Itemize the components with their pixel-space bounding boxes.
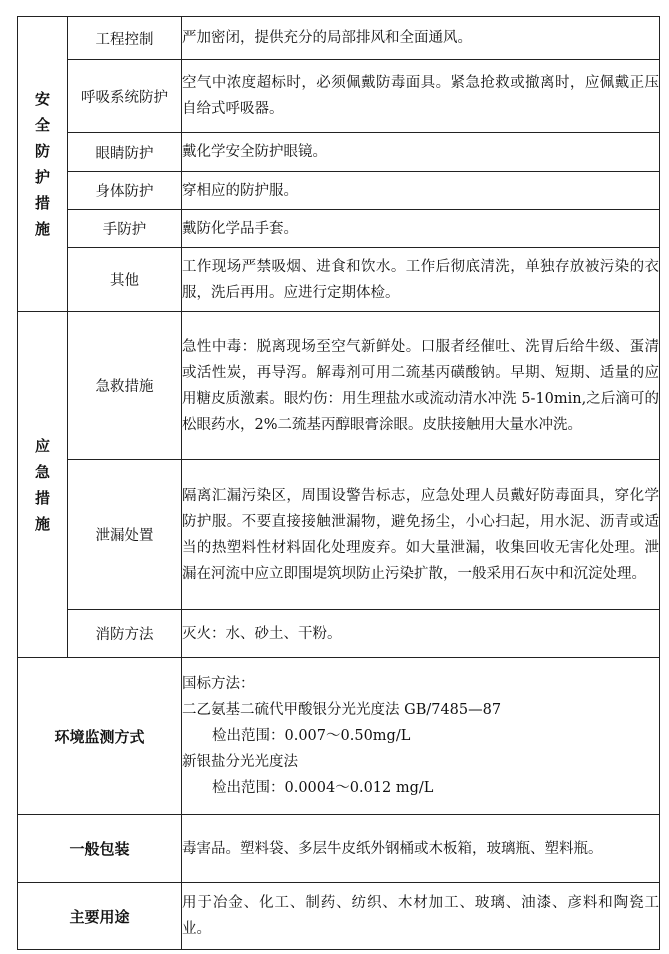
table-row [18,883,660,950]
row-label-body-protection: 身体防护 [68,172,182,210]
table-row [18,17,660,60]
row-text-hand-protection: 戴防化学品手套。 [182,210,660,248]
row-text-first-aid: 急性中毒：脱离现场至空气新鲜处。口服者经催吐、洗胃后给牛级、蛋清或活性炭，再导泻。解毒剂可用二巯基丙磺酸钠。早期、短期、适量的应用糖皮质激素。眼灼伤：用生理盐水或流动清水冲洗 5-10min,之后滴可的松眼药水，2%二巯基丙醇眼膏涂眼。皮肤接触用大量水冲洗。 [182,312,660,460]
table-row [18,460,660,610]
table-row [18,610,660,658]
section-safety-measures: 安全防护措施 [18,17,68,312]
row-text-engineering-control: 严加密闭，提供充分的局部排风和全面通风。 [182,17,660,60]
row-text-respiratory-protection: 空气中浓度超标时，必须佩戴防毒面具。紧急抢救或撤离时，应佩戴正压自给式呼吸器。 [182,60,660,133]
row-label-respiratory-protection: 呼吸系统防护 [68,60,182,133]
row-label-first-aid: 急救措施 [68,312,182,460]
row-text-general-packaging: 毒害品。塑料袋、多层牛皮纸外钢桶或木板箱，玻璃瓶、塑料瓶。 [182,815,660,883]
row-text-firefighting: 灭火：水、砂土、干粉。 [182,610,660,658]
row-label-engineering-control: 工程控制 [68,17,182,60]
row-label-environmental-monitoring: 环境监测方式 [18,658,182,815]
chemical-safety-table [17,16,660,950]
table-row [18,60,660,133]
row-text-leak-disposal: 隔离汇漏污染区，周围设警告标志，应急处理人员戴好防毒面具，穿化学防护服。不要直接接触泄漏物，避免扬尘，小心扫起，用水泥、沥青或适当的热塑料性材料固化处理废弃。如大量泄漏，收集回收无害化处理。泄漏在河流中应立即围堤筑坝防止污染扩散，一般采用石灰中和沉淀处理。 [182,460,660,610]
table-row [18,172,660,210]
row-label-other: 其他 [68,248,182,312]
row-text-body-protection: 穿相应的防护服。 [182,172,660,210]
row-text-other: 工作现场严禁吸烟、进食和饮水。工作后彻底清洗，单独存放被污染的衣服，洗后再用。应进行定期体检。 [182,248,660,312]
row-text-main-uses: 用于冶金、化工、制药、纺织、木材加工、玻璃、油漆、彦料和陶瓷工业。 [182,883,660,950]
row-label-eye-protection: 眼睛防护 [68,133,182,172]
monitoring-detection-range: 检出范围：0.007～0.50mg/L [212,728,411,744]
table-row [18,248,660,312]
table-row [18,133,660,172]
monitoring-line: 二乙氨基二硫代甲酸银分光光度法 GB/7485—87 [182,702,502,718]
section-emergency-measures: 应急措施 [18,312,68,658]
row-label-leak-disposal: 泄漏处置 [68,460,182,610]
monitoring-detection-range: 检出范围：0.0004～0.012 mg/L [212,780,434,796]
table-row [18,658,660,815]
row-label-main-uses: 主要用途 [18,883,182,950]
monitoring-line: 国标方法： [182,676,255,692]
table-row [18,312,660,460]
row-label-hand-protection: 手防护 [68,210,182,248]
row-label-firefighting: 消防方法 [68,610,182,658]
table-row [18,210,660,248]
row-text-environmental-monitoring [182,658,660,815]
table-row [18,815,660,883]
row-text-eye-protection: 戴化学安全防护眼镜。 [182,133,660,172]
row-label-general-packaging: 一般包装 [18,815,182,883]
monitoring-line: 新银盐分光光度法 [182,754,298,770]
